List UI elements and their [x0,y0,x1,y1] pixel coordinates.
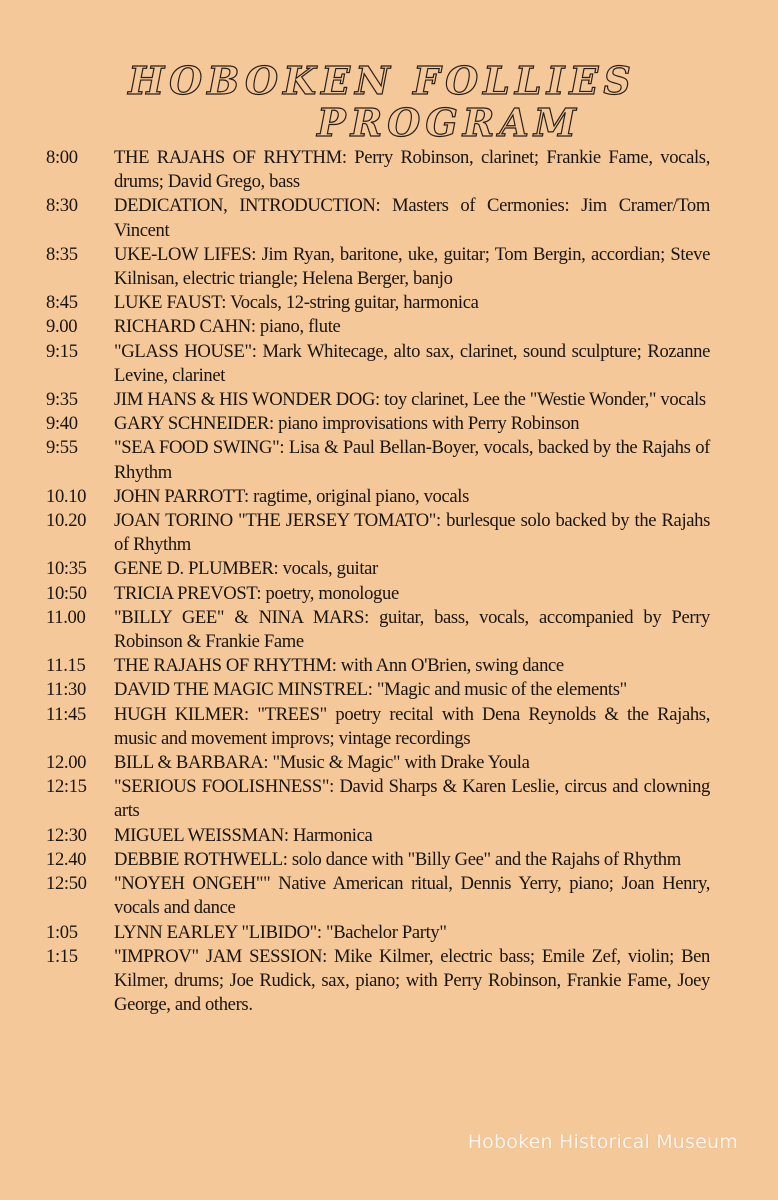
schedule-time: 12.40 [46,848,87,870]
schedule-time: 8:45 [46,292,78,314]
schedule-act-description: "BILLY GEE" & NINA MARS: guitar, bass, vocals, accompanied by Perry Robinson & Frankie Fame [114,606,710,653]
schedule-row [40,412,710,436]
schedule-time: 10:50 [46,582,87,604]
schedule-time: 12:15 [46,776,87,798]
schedule-row [40,751,710,775]
schedule-act-description: HUGH KILMER: "TREES" poetry recital with Dena Reynolds & the Rajahs, music and movement improvs; vintage recordings [114,703,710,749]
schedule-row [40,194,710,242]
schedule-time: 1:15 [46,945,78,967]
schedule-act-description: DAVID THE MAGIC MINSTREL: "Magic and music of the elements" [114,679,627,701]
schedule-row [40,945,710,1018]
program-title [0,60,778,144]
schedule-time: 10:35 [46,558,87,580]
schedule-row [40,848,710,872]
schedule-act-description: BILL & BARBARA: "Music & Magic" with Drake Youla [114,752,530,774]
schedule-time: 8:00 [46,147,78,168]
schedule-act-description: RICHARD CAHN: piano, flute [114,316,341,338]
schedule-time: 9:35 [46,389,78,411]
schedule-time: 8:30 [46,195,78,217]
schedule-act-description: LUKE FAUST: Vocals, 12-string guitar, harmonica [114,292,479,314]
title-line-hoboken-follies: HOBOKEN FOLLIES [128,58,636,103]
schedule-act-description: "IMPROV" JAM SESSION: Mike Kilmer, electric bass; Emile Zef, violin; Ben Kilmer, drums; Joe Rudick, sax, piano; with Perry Robinson, Frankie Fame, Joey George, and others. [114,945,710,1016]
schedule-row [40,606,710,654]
schedule-act-description: UKE-LOW LIFES: Jim Ryan, baritone, uke, guitar; Tom Bergin, accordian; Steve Kilnisan, electric triangle; Helena Berger, banjo [114,243,710,290]
museum-watermark: Hoboken Historical Museum [467,1131,738,1153]
schedule-time: 10.20 [46,510,87,532]
schedule-act-description: "SEA FOOD SWING": Lisa & Paul Bellan-Boyer, vocals, backed by the Rajahs of Rhythm [114,437,710,483]
schedule-act-description: JIM HANS & HIS WONDER DOG: toy clarinet, Lee the "Westie Wonder," vocals [114,389,706,411]
schedule-row [40,824,710,848]
schedule-time: 9.00 [46,316,78,338]
schedule-act-description: "NOYEH ONGEH"" Native American ritual, Dennis Yerry, piano; Joan Henry, vocals and dance [114,873,710,919]
schedule-time: 9:40 [46,413,78,435]
schedule-time: 11.00 [46,606,86,628]
schedule-time: 12:30 [46,824,87,846]
schedule-time: 11:45 [46,703,86,725]
schedule-row [40,872,710,920]
schedule-time: 8:35 [46,243,78,265]
schedule-row [40,243,710,291]
schedule-time: 1:05 [46,921,78,943]
schedule-act-description: GARY SCHNEIDER: piano improvisations with Perry Robinson [114,413,580,435]
schedule-act-description: JOAN TORINO "THE JERSEY TOMATO": burlesque solo backed by the Rajahs of Rhythm [114,510,710,556]
schedule-row [40,388,710,412]
schedule-act-description: DEBBIE ROTHWELL: solo dance with "Billy Gee" and the Rajahs of Rhythm [114,848,681,870]
schedule-act-description: "GLASS HOUSE": Mark Whitecage, alto sax, clarinet, sound sculpture; Rozanne Levine, clarinet [114,340,710,386]
schedule-row [40,775,710,823]
schedule-time: 11.15 [46,655,86,677]
title-line-program: PROGRAM [317,100,581,145]
schedule-row [40,485,710,509]
schedule-time: 9:15 [46,340,78,362]
schedule-row [40,654,710,678]
schedule-time: 12:50 [46,873,87,895]
schedule-act-description: "SERIOUS FOOLISHNESS": David Sharps & Karen Leslie, circus and clowning arts [114,776,710,822]
schedule-act-description: LYNN EARLEY "LIBIDO": "Bachelor Party" [114,921,447,943]
schedule-row [40,921,710,945]
schedule-act-description: THE RAJAHS OF RHYTHM: with Ann O'Brien, swing dance [114,655,564,677]
schedule-row [40,291,710,315]
schedule-time: 12.00 [46,752,87,774]
schedule-row [40,678,710,702]
schedule-row [40,557,710,581]
schedule-act-description: MIGUEL WEISSMAN: Harmonica [114,824,373,846]
schedule-row [40,340,710,388]
schedule-act-description: DEDICATION, INTRODUCTION: Masters of Cermonies: Jim Cramer/Tom Vincent [114,195,710,241]
schedule-time: 11:30 [46,679,86,701]
schedule-row [40,582,710,606]
schedule-act-description: JOHN PARROTT: ragtime, original piano, vocals [114,485,469,507]
schedule-row [40,509,710,557]
schedule-row [40,703,710,751]
schedule-list [40,146,710,1017]
schedule-row [40,315,710,339]
schedule-act-description: THE RAJAHS OF RHYTHM: Perry Robinson, clarinet; Frankie Fame, vocals, drums; David Grego, bass [114,147,710,193]
schedule-row [40,146,710,194]
schedule-act-description: TRICIA PREVOST: poetry, monologue [114,582,399,604]
schedule-row [40,436,710,484]
schedule-act-description: GENE D. PLUMBER: vocals, guitar [114,558,378,580]
schedule-time: 9:55 [46,437,78,459]
schedule-time: 10.10 [46,485,87,507]
